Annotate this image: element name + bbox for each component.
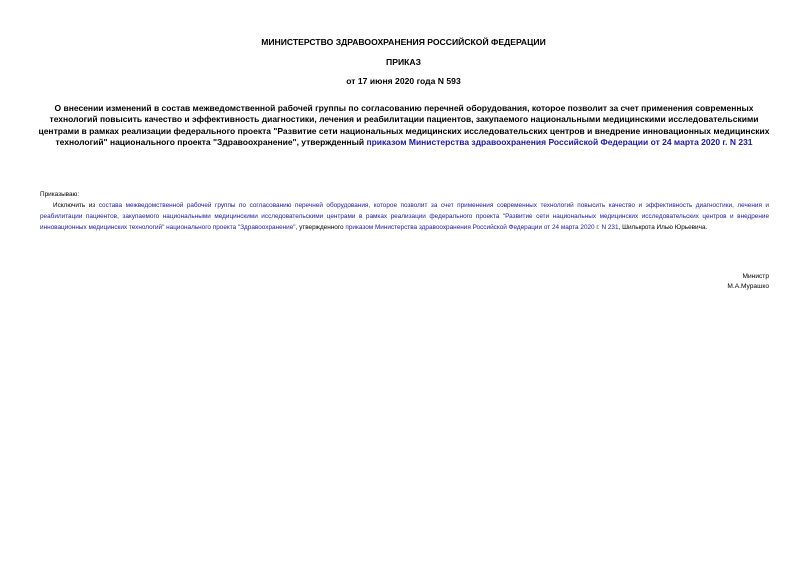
paragraph-start: Исключить из — [53, 202, 99, 209]
ministry-heading: МИНИСТЕРСТВО ЗДРАВООХРАНЕНИЯ РОССИЙСКОЙ ФЕДЕРАЦИИ — [261, 37, 546, 47]
document-title — [36, 103, 772, 149]
paragraph-end: , Шилькрота Илью Юрьевича. — [618, 224, 708, 232]
document-title-text: О внесении изменений в состав межведомственной рабочей группы по согласованию перечней оборудования, которое позволит за счет применения современных технологий повысить качество и эффективность диагностики, лечения и реабилитации пациентов, закупаемого национальными медицинскими исследовательскими центрами в рамках реализации федерального проекта "Развитие сети национальных медицинских исследовательских центров и внедрение инновационных медицинских технологий" национального проекта "Здравоохранение", утвержденный — [38, 103, 770, 148]
order-paragraph — [40, 200, 769, 234]
title-reference-link[interactable]: приказом Министерства здравоохранения Российской Федерации от 24 марта 2020 г. N 231 — [366, 137, 753, 148]
order-reference-link[interactable]: приказом Министерства здравоохранения Российской Федерации от 24 марта 2020 г. N 231 — [345, 224, 619, 232]
group-composition-link[interactable]: состава межведомственной рабочей группы по согласованию перечней оборудования, которое позволит за счет применения современных технологий повысить качество и эффективность диагностики, лечения и реабилитации пациентов, закупаемого национальными медицинскими исследовательскими центрами в рамках реализации федерального проекта "Развитие сети национальных медицинских исследовательских центров и внедрение инновационных медицинских технологий" национального проекта "Здравоохранение" — [40, 202, 770, 232]
document-date-number: от 17 июня 2020 года N 593 — [346, 76, 461, 86]
signatory-name: М.А.Мурашко — [727, 283, 769, 290]
document-type: ПРИКАЗ — [386, 57, 421, 67]
order-word: Приказываю: — [40, 191, 80, 198]
signatory-position: Министр — [742, 273, 769, 280]
paragraph-middle: , утвержденного — [295, 224, 346, 232]
